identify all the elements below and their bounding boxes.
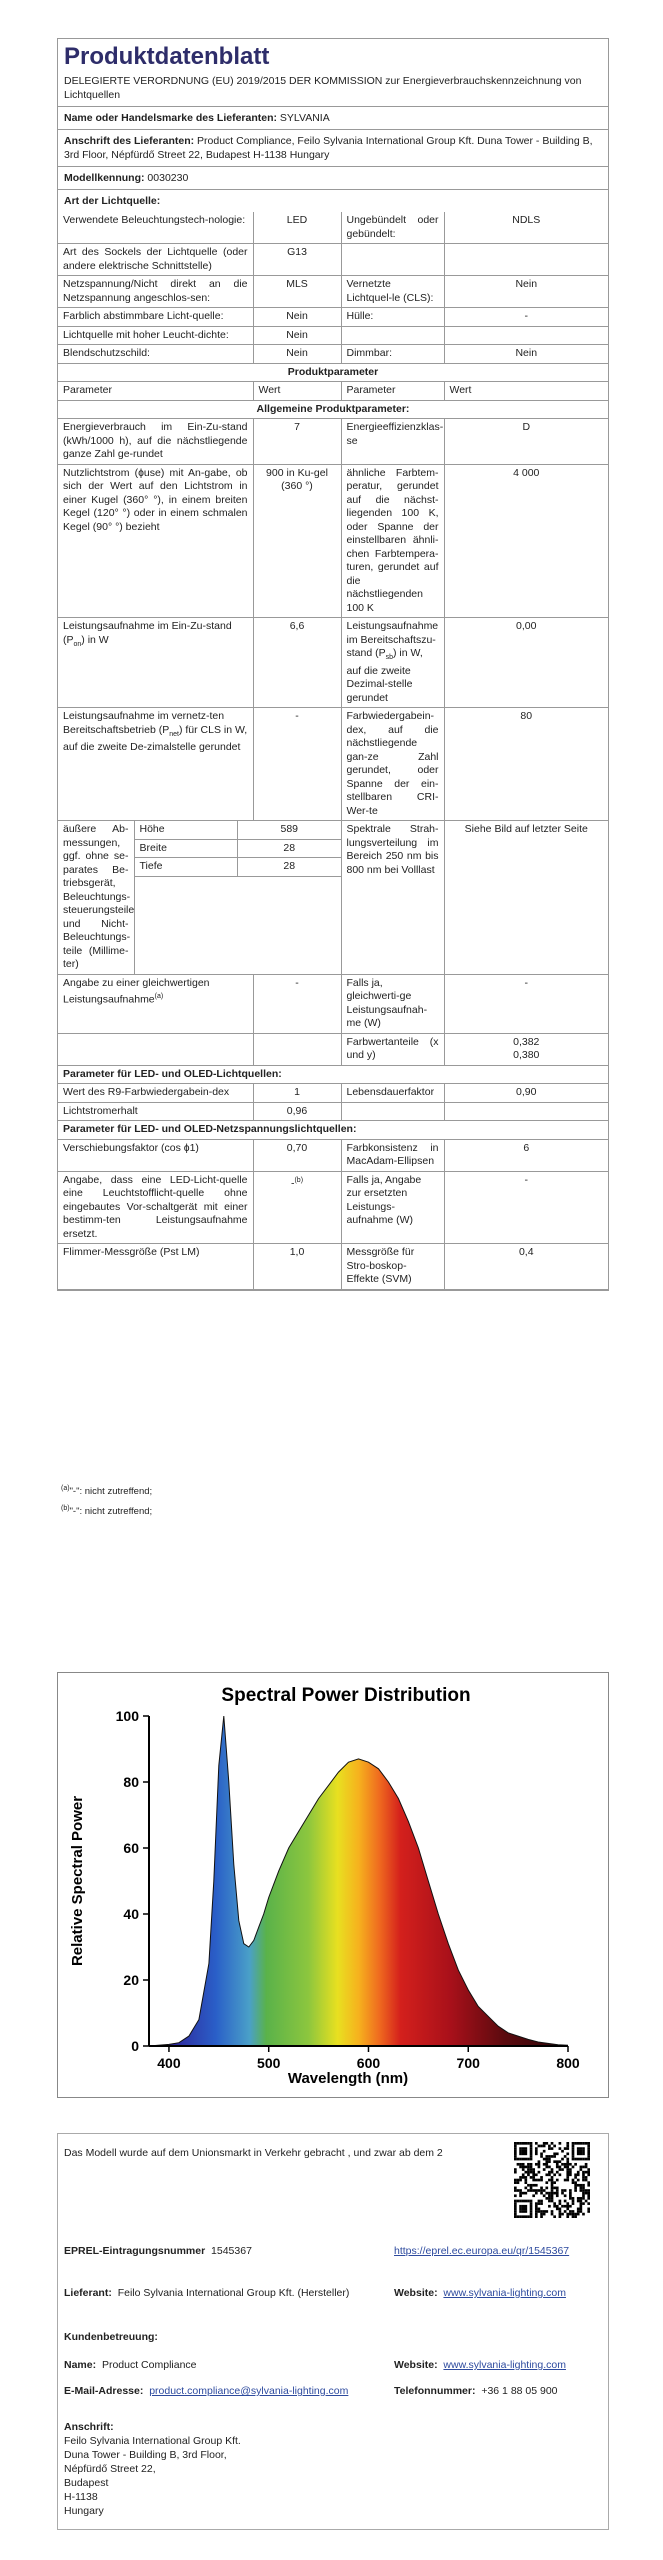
- supplier-row: [64, 2286, 384, 2300]
- supplier-address-row: [58, 130, 608, 167]
- col-param-2: Parameter: [341, 382, 444, 401]
- y-tick-label: 0: [131, 2038, 139, 2054]
- supplier-address-label: Anschrift des Lieferanten:: [64, 135, 195, 147]
- eprel-row: [64, 2244, 252, 2258]
- power-factor-label: Verschiebungsfaktor (cos ɸ1): [58, 1139, 253, 1171]
- product-params-heading: Produktparameter: [58, 364, 608, 382]
- spd-chart: [57, 1672, 609, 2098]
- type-row-l1: Verwendete Beleuchtungstech-nologie:: [58, 212, 253, 244]
- address-line: Feilo Sylvania International Group Kft.: [64, 2435, 241, 2447]
- r9-label: Wert des R9-Farbwiedergabein-dex: [58, 1084, 253, 1103]
- page-title: Produktdatenblatt: [64, 43, 270, 70]
- on-power-value: 6,6: [253, 618, 341, 708]
- equivalent-watt-label: Falls ja, gleichwerti-ge Leistungsaufnah-me (W): [341, 974, 444, 1033]
- model-row: [58, 167, 608, 190]
- footnote-a: $^{(a)}$"-": nicht zutreffend;: [61, 1485, 153, 1498]
- dimension-value: 28: [238, 839, 341, 858]
- type-row-v1: Nein: [253, 345, 341, 364]
- type-row: [58, 244, 608, 276]
- lumen-maintenance-value: 0,96: [253, 1102, 341, 1121]
- type-row-l1: Lichtquelle mit hoher Leucht-dichte:: [58, 326, 253, 345]
- type-row-v2: -: [444, 308, 608, 327]
- col-value-2: Wert: [444, 382, 608, 401]
- eprel-number: 1545367: [211, 2245, 252, 2257]
- footnotes: [59, 1476, 599, 1518]
- contact-name-label: Name:: [64, 2359, 97, 2371]
- spd-area: [149, 1716, 568, 2046]
- params-table: [58, 364, 608, 1290]
- type-row-v2: [444, 326, 608, 345]
- x-tick-label: 500: [257, 2055, 281, 2071]
- col-param-1: Parameter: [58, 382, 253, 401]
- type-row: [58, 308, 608, 327]
- type-row-v2: [444, 244, 608, 276]
- y-tick-label: 80: [123, 1774, 139, 1790]
- type-row: [58, 345, 608, 364]
- email-link[interactable]: product.compliance@sylvania-lighting.com: [149, 2385, 349, 2397]
- qr-code-icon[interactable]: [514, 2142, 590, 2218]
- dimension-row: [135, 858, 341, 877]
- website-row: [394, 2286, 566, 2300]
- address-label: Anschrift:: [64, 2421, 114, 2433]
- type-row-l2: [341, 244, 444, 276]
- survival-factor-value: 0,90: [444, 1084, 608, 1103]
- model-label: Modellkennung:: [64, 172, 145, 184]
- y-tick-label: 60: [123, 1840, 139, 1856]
- type-row-v1: LED: [253, 212, 341, 244]
- supplier-name-label: Name oder Handelsmarke des Lieferanten:: [64, 112, 277, 124]
- contact-name-row: [64, 2358, 197, 2372]
- supplier-value: Feilo Sylvania International Group Kft. (Hersteller): [117, 2287, 350, 2299]
- supplier-address: Product Compliance, Feilo Sylvania International Group Kft. Duna Tower - Building B, 3rd Floor, Népfürdő Street 22, Budapest H-1138 Hungary: [64, 135, 593, 161]
- type-row-l2: Ungebündelt oder gebündelt:: [341, 212, 444, 244]
- type-row-v1: MLS: [253, 276, 341, 308]
- spd-chart-svg: [58, 1673, 608, 2097]
- address-line: Hungary: [64, 2505, 104, 2517]
- type-row-l2: Dimmbar:: [341, 345, 444, 364]
- equivalent-watt-value: -: [444, 974, 608, 1033]
- energy-consumption-value: 7: [253, 419, 341, 465]
- x-tick-label: 600: [356, 2055, 381, 2071]
- dimension-value: 28: [238, 858, 341, 877]
- on-power-label: Leistungsaufnahme im Ein-Zu-stand $(P_{on})$ in W: [58, 618, 253, 708]
- type-table: [58, 212, 608, 364]
- customer-service-label: Kundenbetreuung:: [64, 2331, 158, 2343]
- energy-class-value: D: [444, 419, 608, 465]
- type-row-v2: Nein: [444, 276, 608, 308]
- phone-row: [394, 2384, 558, 2398]
- dimension-value: 589: [238, 821, 341, 839]
- footnote-b: $^{(b)}$"-": nicht zutreffend;: [61, 1505, 153, 1518]
- equivalent-power-label: Angabe zu einer gleichwertigen Leistungsaufnahme$^{(a)}$: [58, 974, 253, 1033]
- website2-link[interactable]: www.sylvania-lighting.com: [443, 2359, 566, 2371]
- type-row-v1: Nein: [253, 326, 341, 345]
- chromaticity-label: Farbwertanteile (x und y): [341, 1033, 444, 1065]
- type-row-l1: Blendschutzschild:: [58, 345, 253, 364]
- power-factor-value: 0,70: [253, 1139, 341, 1171]
- networked-standby-label: Leistungsaufnahme im vernetz-ten Bereitschaftsbetrieb $(P_{net})$ für CLS in W, auf die zweite De-zimalstelle gerundet: [58, 708, 253, 821]
- luminous-flux-label: Nutzlichtstrom (ɸuse) mit An-gabe, ob sich der Wert auf den Lichtstrom in einer Kugel (360° °), in einem breiten Kegel (120° °) oder in einem schmalen Kegel (90° °) bezieht: [58, 464, 253, 618]
- dimension-row: [135, 821, 341, 839]
- eprel-label: EPREL-Eintragungsnummer: [64, 2245, 206, 2257]
- dimension-key: Höhe: [135, 821, 238, 839]
- cri-value: 80: [444, 708, 608, 821]
- type-row: [58, 276, 608, 308]
- type-row-v1: G13: [253, 244, 341, 276]
- chart-y-label: Relative Spectral Power: [69, 1795, 86, 1967]
- luminous-flux-value: 900 in Ku-gel (360 °): [253, 464, 341, 618]
- dimensions-cell: [134, 821, 341, 975]
- model-id: 0030230: [147, 172, 189, 184]
- phone-number: +36 1 88 05 900: [481, 2385, 558, 2397]
- macadam-label: Farbkonsistenz in MacAdam-Ellipsen: [341, 1139, 444, 1171]
- chromaticity-value: 0,382 0,380: [444, 1033, 608, 1065]
- energy-class-label: Energieeffizienzklas-se: [341, 419, 444, 465]
- address-line: H-1138: [64, 2491, 98, 2503]
- equivalent-power-value: -: [253, 974, 341, 1033]
- x-tick-label: 800: [556, 2055, 580, 2071]
- spd-value: Siehe Bild auf letzter Seite: [444, 821, 608, 975]
- type-row-v1: Nein: [253, 308, 341, 327]
- address-line: Duna Tower - Building B, 3rd Floor,: [64, 2449, 227, 2461]
- chart-title: Spectral Power Distribution: [221, 1685, 471, 1706]
- led-params-heading: Parameter für LED- und OLED-Lichtquellen:: [58, 1065, 608, 1084]
- supplier-name: SYLVANIA: [279, 112, 330, 124]
- svm-label: Messgröße für Stro-boskop-Effekte (SVM): [341, 1244, 444, 1290]
- market-intro: Das Modell wurde auf dem Unionsmarkt in Verkehr gebracht , und zwar ab dem 2: [64, 2147, 443, 2159]
- dimensions-table: [135, 821, 341, 877]
- chart-plot-area: [116, 1708, 580, 2071]
- type-row-v2: NDLS: [444, 212, 608, 244]
- svm-value: 0,4: [444, 1244, 608, 1290]
- type-heading: Art der Lichtquelle:: [64, 195, 161, 207]
- address-line: Népfürdő Street 22,: [64, 2463, 156, 2475]
- general-params-heading: Allgemeine Produktparameter:: [58, 400, 608, 419]
- chart-x-label: Wavelength (nm): [287, 2070, 409, 2087]
- type-row-l2: [341, 326, 444, 345]
- y-tick-label: 100: [115, 1708, 139, 1724]
- cct-value: 4 000: [444, 464, 608, 618]
- flicker-value: 1,0: [253, 1244, 341, 1290]
- replaced-power-label: Falls ja, Angabe zur ersetzten Leistungs-aufnahme (W): [341, 1171, 444, 1244]
- y-tick-label: 20: [123, 1972, 139, 1988]
- website-label: Website:: [394, 2287, 438, 2299]
- replaced-power-value: -: [444, 1171, 608, 1244]
- address-lines: [64, 2434, 241, 2518]
- contact-name: Product Compliance: [101, 2359, 197, 2371]
- macadam-value: 6: [444, 1139, 608, 1171]
- website-link[interactable]: www.sylvania-lighting.com: [443, 2287, 566, 2299]
- replacement-value: -$^{(b)}$: [253, 1171, 341, 1244]
- type-row-l2: Hülle:: [341, 308, 444, 327]
- supplier-label: Lieferant:: [64, 2287, 112, 2299]
- website2-row: [394, 2358, 566, 2372]
- type-row-l1: Netzspannung/Nicht direkt an die Netzspannung angeschlos-sen:: [58, 276, 253, 308]
- x-tick-label: 400: [157, 2055, 181, 2071]
- address-line: Budapest: [64, 2477, 109, 2489]
- standby-power-label: Leistungsaufnahme im Bereitschaftszu-stand $(P_{sb})$ in W, auf die zweite Dezimal-stelle gerundet: [341, 618, 444, 708]
- replacement-label: Angabe, dass eine LED-Licht-quelle eine Leuchtstofflicht-quelle ohne eingebautes Vor-schaltgerät mit einer bestimm-ten Leistungsaufnahme ersetzt.: [58, 1171, 253, 1244]
- survival-factor-label: Lebensdauerfaktor: [341, 1084, 444, 1103]
- mains-params-heading: Parameter für LED- und OLED-Netzspannungslichtquellen:: [58, 1121, 608, 1140]
- email-label: E-Mail-Adresse:: [64, 2385, 144, 2397]
- supplier-name-row: [58, 107, 608, 130]
- phone-label: Telefonnummer:: [394, 2385, 476, 2397]
- standby-power-value: 0,00: [444, 618, 608, 708]
- contact-panel: [57, 2133, 609, 2530]
- energy-consumption-label: Energieverbrauch im Ein-Zu-stand (kWh/1000 h), auf die nächstliegende ganze Zahl ge-rundet: [58, 419, 253, 465]
- regulation-text: DELEGIERTE VERORDNUNG (EU) 2019/2015 DER KOMMISSION zur Energieverbrauchskennzeichnung von Lichtquellen: [58, 72, 608, 107]
- y-tick-label: 40: [123, 1906, 139, 1922]
- product-data-sheet: [57, 38, 609, 1291]
- dimension-key: Tiefe: [135, 858, 238, 877]
- cct-label: ähnliche Farbtem-peratur, gerundet auf die nächst-liegenden 100 K, oder Spanne der einstellbaren ähnli-chen Farbtempera-turen, gerundet auf die nächstliegenden 100 K: [341, 464, 444, 618]
- type-row-v2: Nein: [444, 345, 608, 364]
- cri-label: Farbwiedergabein-dex, auf die nächstliegende gan-ze Zahl gerundet, oder Spanne der ein-stellbaren CRI-Wer-te: [341, 708, 444, 821]
- dimension-row: [135, 839, 341, 858]
- type-row-l1: Farblich abstimmbare Licht-quelle:: [58, 308, 253, 327]
- r9-value: 1: [253, 1084, 341, 1103]
- lumen-maintenance-label: Lichtstromerhalt: [58, 1102, 253, 1121]
- networked-standby-value: -: [253, 708, 341, 821]
- type-row-l2: Vernetzte Lichtquel-le (CLS):: [341, 276, 444, 308]
- email-row: [64, 2384, 384, 2398]
- type-row: [58, 212, 608, 244]
- website2-label: Website:: [394, 2359, 438, 2371]
- type-row-l1: Art des Sockels der Lichtquelle (oder andere elektrische Schnittstelle): [58, 244, 253, 276]
- spd-label: Spektrale Strah-lungsverteilung im Bereich 250 nm bis 800 nm bei Volllast: [341, 821, 444, 975]
- type-row: [58, 326, 608, 345]
- dimension-key: Breite: [135, 839, 238, 858]
- dimensions-label: äußere Ab-messungen, ggf. ohne se-parates Be-triebsgerät, Beleuchtungs-steuerungsteile und Nicht-Beleuchtungs-teile (Millime-ter): [58, 821, 134, 975]
- x-tick-label: 700: [456, 2055, 480, 2071]
- col-value-1: Wert: [253, 382, 341, 401]
- eprel-link[interactable]: https://eprel.ec.europa.eu/qr/1545367: [394, 2245, 570, 2257]
- flicker-label: Flimmer-Messgröße (Pst LM): [58, 1244, 253, 1290]
